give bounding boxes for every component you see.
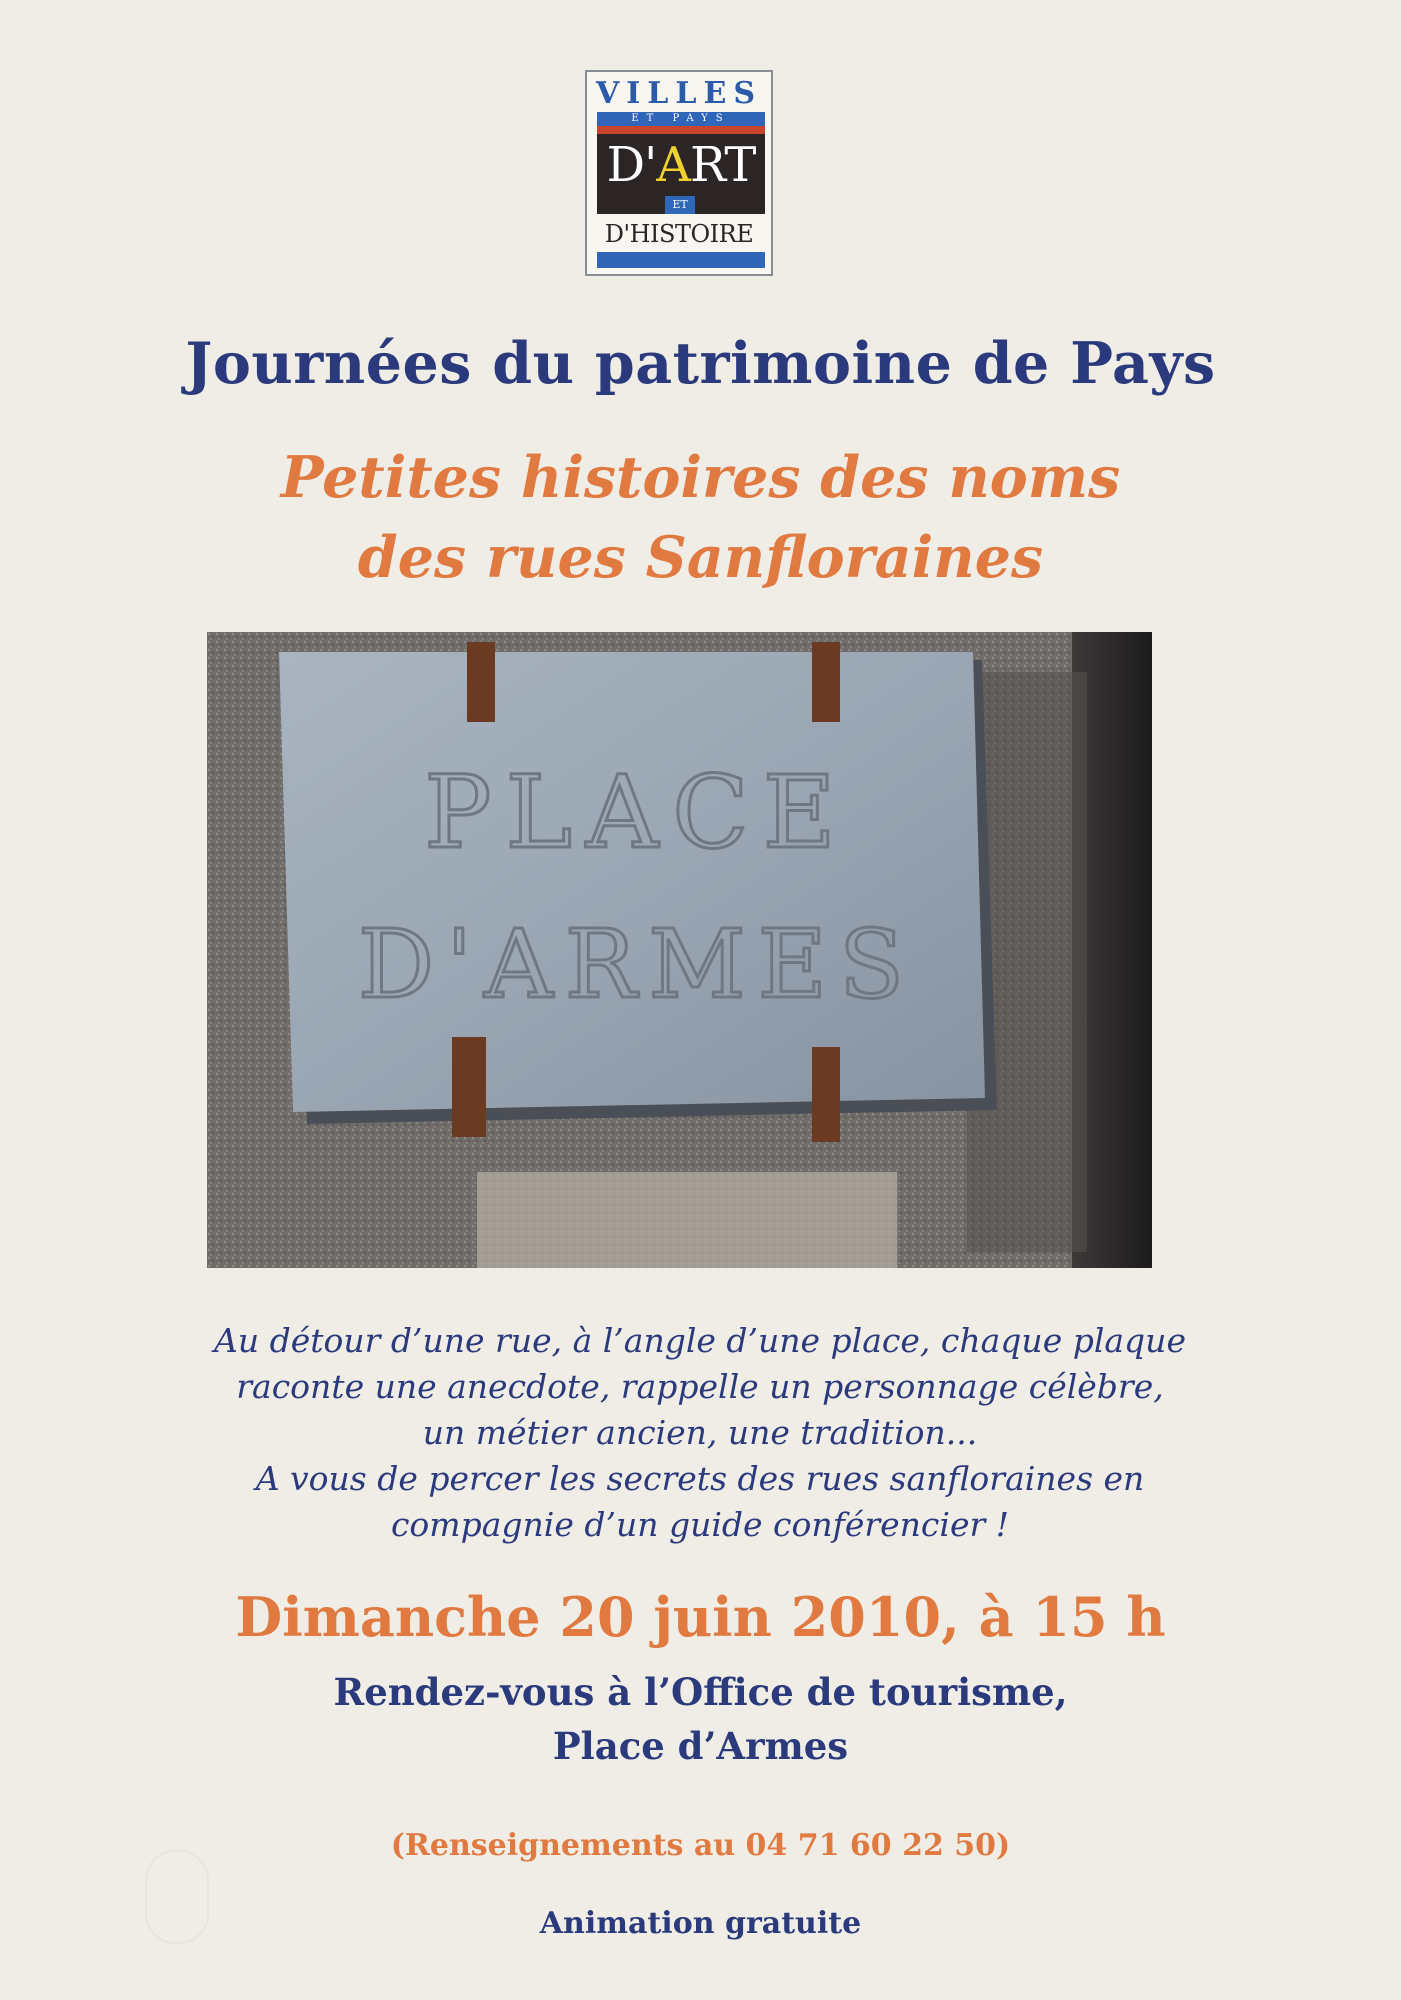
- description-line: raconte une anecdote, rappelle un personnage célèbre,: [236, 1367, 1164, 1406]
- meeting-point: [0, 1665, 1401, 1773]
- logo-red-stripe: [597, 126, 765, 134]
- poster-title: Journées du patrimoine de Pays: [185, 330, 1216, 397]
- meeting-point-line: Rendez-vous à l’Office de tourisme,: [333, 1670, 1068, 1714]
- plaque-line1: PLACE: [424, 754, 850, 871]
- logo-blue-band: [597, 252, 765, 268]
- subtitle-line: des rues Sanfloraines: [357, 524, 1044, 591]
- meeting-point-line: Place d’Armes: [552, 1724, 849, 1768]
- plaque-photo-svg: [207, 632, 1152, 1268]
- street-plaque-photo: [207, 632, 1152, 1268]
- poster-subtitle: [0, 438, 1401, 598]
- description-line: A vous de percer les secrets des rues sanfloraines en: [255, 1459, 1145, 1498]
- villes-art-histoire-logo: [585, 70, 773, 276]
- logo-et-text: ET: [665, 196, 695, 214]
- free-event-note: Animation gratuite: [539, 1906, 862, 1941]
- description-line: un métier ancien, une tradition...: [422, 1413, 978, 1452]
- description-line: compagnie d’un guide conférencier !: [390, 1505, 1010, 1544]
- event-date: Dimanche 20 juin 2010, à 15 h: [235, 1585, 1166, 1649]
- subtitle-line: Petites histoires des noms: [280, 444, 1121, 511]
- info-phone: (Renseignements au 04 71 60 22 50): [390, 1828, 1011, 1863]
- logo-villes-text: VILLES: [595, 76, 763, 111]
- logo-histoire-text: D'HISTOIRE: [604, 220, 754, 248]
- logo-dart-text: D'ART: [606, 137, 756, 193]
- description-text: [100, 1318, 1300, 1548]
- logo-etpays-text: ET PAYS: [597, 112, 765, 126]
- plaque-line2: D'ARMES: [357, 910, 917, 1020]
- description-line: Au détour d’une rue, à l’angle d’une place, chaque plaque: [214, 1321, 1186, 1360]
- library-stamp: [145, 1850, 209, 1944]
